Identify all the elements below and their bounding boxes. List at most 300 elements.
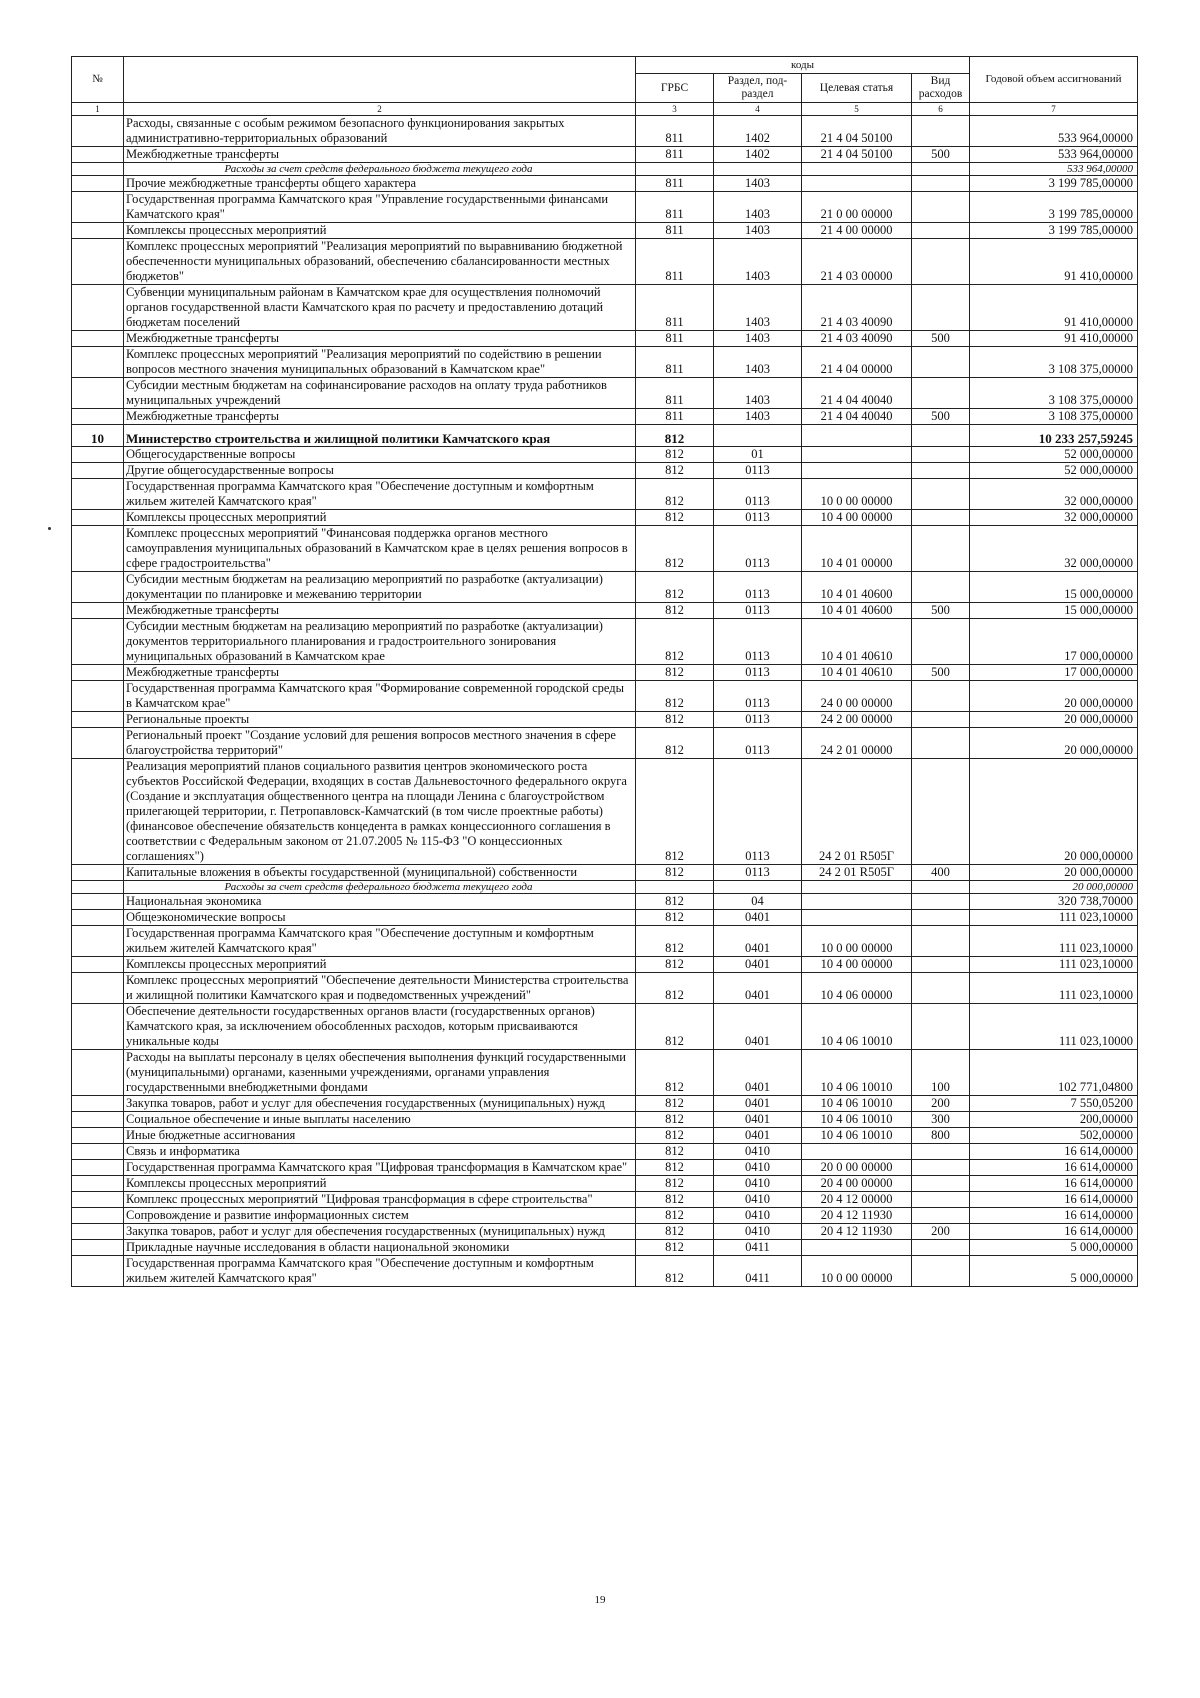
row-razdel: 0401 — [714, 973, 802, 1004]
row-target-article: 21 4 00 00000 — [802, 223, 912, 239]
row-number — [72, 1096, 124, 1112]
table-row — [72, 425, 1138, 447]
table-row — [72, 881, 1138, 894]
row-grbs: 811 — [636, 223, 714, 239]
row-target-article: 10 4 01 00000 — [802, 526, 912, 572]
row-grbs: 812 — [636, 681, 714, 712]
row-name: Комплексы процессных мероприятий — [124, 957, 636, 973]
row-razdel: 0410 — [714, 1208, 802, 1224]
row-expense-type — [912, 1004, 970, 1050]
row-amount: 111 023,10000 — [970, 1004, 1138, 1050]
row-number — [72, 192, 124, 223]
row-razdel: 0113 — [714, 619, 802, 665]
header-expense-type: Вид расходов — [912, 74, 970, 103]
row-razdel: 1402 — [714, 147, 802, 163]
row-name: Государственная программа Камчатского края "Обеспечение доступным и комфортным жильем жителей Камчатского края" — [124, 926, 636, 957]
table-row — [72, 116, 1138, 147]
row-target-article: 21 0 00 00000 — [802, 192, 912, 223]
table-row — [72, 1256, 1138, 1287]
table-row — [72, 1192, 1138, 1208]
row-target-article: 10 4 00 00000 — [802, 510, 912, 526]
row-grbs: 812 — [636, 1050, 714, 1096]
row-name: Государственная программа Камчатского края "Управление государственными финансами Камчатского края" — [124, 192, 636, 223]
row-name: Комплексы процессных мероприятий — [124, 1176, 636, 1192]
row-target-article: 10 4 01 40610 — [802, 619, 912, 665]
row-name: Субсидии местным бюджетам на реализацию мероприятий по разработке (актуализации) документации по планировке и межеванию территории — [124, 572, 636, 603]
row-expense-type — [912, 239, 970, 285]
row-number — [72, 926, 124, 957]
row-grbs: 811 — [636, 347, 714, 378]
row-amount: 3 108 375,00000 — [970, 378, 1138, 409]
row-razdel: 0113 — [714, 665, 802, 681]
row-grbs: 811 — [636, 378, 714, 409]
header-colnum-5: 5 — [802, 103, 912, 116]
row-expense-type: 200 — [912, 1096, 970, 1112]
row-expense-type: 400 — [912, 865, 970, 881]
row-target-article — [802, 881, 912, 894]
header-colnum-3: 3 — [636, 103, 714, 116]
row-target-article: 10 4 01 40600 — [802, 603, 912, 619]
row-amount: 32 000,00000 — [970, 526, 1138, 572]
row-grbs: 811 — [636, 147, 714, 163]
row-target-article: 10 4 00 00000 — [802, 957, 912, 973]
row-name: Иные бюджетные ассигнования — [124, 1128, 636, 1144]
row-expense-type — [912, 479, 970, 510]
row-grbs: 812 — [636, 759, 714, 865]
row-razdel: 1403 — [714, 285, 802, 331]
row-razdel: 01 — [714, 447, 802, 463]
row-target-article: 10 0 00 00000 — [802, 926, 912, 957]
row-razdel: 1403 — [714, 176, 802, 192]
row-expense-type — [912, 910, 970, 926]
header-colnum-4: 4 — [714, 103, 802, 116]
row-name: Общеэкономические вопросы — [124, 910, 636, 926]
row-amount: 20 000,00000 — [970, 759, 1138, 865]
table-row — [72, 1128, 1138, 1144]
row-expense-type — [912, 1192, 970, 1208]
row-name: Межбюджетные трансферты — [124, 331, 636, 347]
row-grbs: 812 — [636, 603, 714, 619]
table-row — [72, 926, 1138, 957]
row-grbs: 812 — [636, 865, 714, 881]
row-target-article: 20 4 12 11930 — [802, 1208, 912, 1224]
row-expense-type — [912, 681, 970, 712]
table-row — [72, 510, 1138, 526]
row-target-article: 20 4 12 11930 — [802, 1224, 912, 1240]
table-row — [72, 728, 1138, 759]
row-amount: 102 771,04800 — [970, 1050, 1138, 1096]
row-number — [72, 285, 124, 331]
row-number — [72, 619, 124, 665]
row-razdel: 0410 — [714, 1160, 802, 1176]
row-expense-type — [912, 894, 970, 910]
row-target-article: 24 0 00 00000 — [802, 681, 912, 712]
row-amount: 5 000,00000 — [970, 1240, 1138, 1256]
row-target-article: 20 4 12 00000 — [802, 1192, 912, 1208]
row-grbs: 812 — [636, 463, 714, 479]
row-expense-type — [912, 378, 970, 409]
row-target-article: 10 4 06 10010 — [802, 1004, 912, 1050]
row-amount: 17 000,00000 — [970, 665, 1138, 681]
row-amount: 7 550,05200 — [970, 1096, 1138, 1112]
row-number — [72, 865, 124, 881]
row-expense-type: 200 — [912, 1224, 970, 1240]
table-row — [72, 957, 1138, 973]
row-number — [72, 1176, 124, 1192]
row-target-article: 21 4 04 50100 — [802, 147, 912, 163]
row-expense-type: 500 — [912, 409, 970, 425]
row-target-article: 20 0 00 00000 — [802, 1160, 912, 1176]
row-expense-type — [912, 1240, 970, 1256]
row-amount: 3 108 375,00000 — [970, 347, 1138, 378]
row-name: Государственная программа Камчатского края "Цифровая трансформация в Камчатском крае" — [124, 1160, 636, 1176]
header-colnum-1: 1 — [72, 103, 124, 116]
row-amount: 200,00000 — [970, 1112, 1138, 1128]
row-target-article: 21 4 04 40040 — [802, 378, 912, 409]
row-amount: 32 000,00000 — [970, 479, 1138, 510]
row-amount: 3 108 375,00000 — [970, 409, 1138, 425]
row-razdel: 0113 — [714, 526, 802, 572]
row-number — [72, 957, 124, 973]
row-expense-type — [912, 425, 970, 447]
row-razdel — [714, 425, 802, 447]
row-name: Комплекс процессных мероприятий "Обеспечение деятельности Министерства строительства и жилищной политики Камчатского края и подведомственных учреждений" — [124, 973, 636, 1004]
row-number — [72, 223, 124, 239]
row-number — [72, 1256, 124, 1287]
row-target-article: 24 2 01 00000 — [802, 728, 912, 759]
table-row — [72, 894, 1138, 910]
row-razdel: 0411 — [714, 1240, 802, 1256]
row-grbs: 812 — [636, 447, 714, 463]
row-amount: 16 614,00000 — [970, 1176, 1138, 1192]
row-name: Комплексы процессных мероприятий — [124, 510, 636, 526]
row-grbs: 811 — [636, 192, 714, 223]
row-expense-type — [912, 176, 970, 192]
table-row — [72, 1160, 1138, 1176]
row-amount: 17 000,00000 — [970, 619, 1138, 665]
table-row — [72, 147, 1138, 163]
row-name: Субсидии местным бюджетам на софинансирование расходов на оплату труда работников муниципальных учреждений — [124, 378, 636, 409]
row-razdel: 0113 — [714, 572, 802, 603]
row-name: Межбюджетные трансферты — [124, 603, 636, 619]
table-row — [72, 910, 1138, 926]
row-amount: 91 410,00000 — [970, 239, 1138, 285]
row-name: Закупка товаров, работ и услуг для обеспечения государственных (муниципальных) нужд — [124, 1096, 636, 1112]
row-amount: 91 410,00000 — [970, 285, 1138, 331]
table-row — [72, 347, 1138, 378]
table-row — [72, 619, 1138, 665]
row-grbs — [636, 881, 714, 894]
row-amount: 111 023,10000 — [970, 973, 1138, 1004]
row-target-article — [802, 1144, 912, 1160]
row-name: Комплексы процессных мероприятий — [124, 223, 636, 239]
row-razdel: 0113 — [714, 510, 802, 526]
row-grbs: 812 — [636, 425, 714, 447]
row-target-article: 10 0 00 00000 — [802, 479, 912, 510]
row-number — [72, 1144, 124, 1160]
table-row — [72, 285, 1138, 331]
row-number — [72, 1224, 124, 1240]
row-target-article: 10 4 06 10010 — [802, 1112, 912, 1128]
row-grbs: 812 — [636, 1192, 714, 1208]
row-number — [72, 1128, 124, 1144]
row-razdel: 0411 — [714, 1256, 802, 1287]
margin-mark — [48, 527, 51, 530]
row-target-article: 10 0 00 00000 — [802, 1256, 912, 1287]
row-razdel: 0401 — [714, 1128, 802, 1144]
row-target-article: 21 4 04 50100 — [802, 116, 912, 147]
row-expense-type — [912, 192, 970, 223]
header-grbs: ГРБС — [636, 74, 714, 103]
row-expense-type — [912, 1144, 970, 1160]
row-amount: 3 199 785,00000 — [970, 176, 1138, 192]
row-number — [72, 147, 124, 163]
row-expense-type — [912, 759, 970, 865]
row-target-article: 21 4 03 00000 — [802, 239, 912, 285]
table-body — [72, 116, 1138, 1287]
row-name: Закупка товаров, работ и услуг для обеспечения государственных (муниципальных) нужд — [124, 1224, 636, 1240]
row-number — [72, 759, 124, 865]
table-row — [72, 973, 1138, 1004]
row-grbs: 812 — [636, 1160, 714, 1176]
header-no: № — [72, 57, 124, 103]
row-amount: 111 023,10000 — [970, 910, 1138, 926]
row-number — [72, 1160, 124, 1176]
row-amount: 3 199 785,00000 — [970, 192, 1138, 223]
row-razdel: 0113 — [714, 759, 802, 865]
row-razdel — [714, 163, 802, 176]
row-amount: 32 000,00000 — [970, 510, 1138, 526]
row-grbs: 812 — [636, 894, 714, 910]
row-number — [72, 665, 124, 681]
row-grbs: 812 — [636, 1112, 714, 1128]
row-grbs — [636, 163, 714, 176]
row-target-article: 21 4 04 40040 — [802, 409, 912, 425]
row-grbs: 812 — [636, 910, 714, 926]
row-grbs: 812 — [636, 510, 714, 526]
row-number — [72, 1050, 124, 1096]
row-grbs: 812 — [636, 1144, 714, 1160]
row-number — [72, 510, 124, 526]
row-amount: 16 614,00000 — [970, 1208, 1138, 1224]
row-grbs: 811 — [636, 239, 714, 285]
row-amount: 502,00000 — [970, 1128, 1138, 1144]
row-grbs: 812 — [636, 1256, 714, 1287]
header-target-article: Целевая статья — [802, 74, 912, 103]
row-grbs: 812 — [636, 728, 714, 759]
row-name: Расходы за счет средств федерального бюджета текущего года — [124, 163, 636, 176]
row-expense-type: 500 — [912, 665, 970, 681]
row-name: Социальное обеспечение и иные выплаты населению — [124, 1112, 636, 1128]
row-amount: 533 964,00000 — [970, 163, 1138, 176]
row-razdel: 0401 — [714, 926, 802, 957]
table-row — [72, 331, 1138, 347]
row-expense-type: 100 — [912, 1050, 970, 1096]
row-name: Межбюджетные трансферты — [124, 665, 636, 681]
table-row — [72, 409, 1138, 425]
header-amount: Годовой объем ассигнований — [970, 57, 1138, 103]
header-name — [124, 57, 636, 103]
row-amount: 91 410,00000 — [970, 331, 1138, 347]
row-name: Субвенции муниципальным районам в Камчатском крае для осуществления полномочий органов государственной власти Камчатского края по расчету и предоставлению дотаций бюджетам поселений — [124, 285, 636, 331]
row-grbs: 812 — [636, 526, 714, 572]
row-razdel: 1403 — [714, 331, 802, 347]
row-name: Связь и информатика — [124, 1144, 636, 1160]
row-number — [72, 1112, 124, 1128]
row-amount: 320 738,70000 — [970, 894, 1138, 910]
row-number — [72, 712, 124, 728]
row-razdel: 0410 — [714, 1176, 802, 1192]
row-target-article: 21 4 04 00000 — [802, 347, 912, 378]
row-number — [72, 176, 124, 192]
row-name: Комплекс процессных мероприятий "Реализация мероприятий по выравниванию бюджетной обеспеченности муниципальных образований, обеспечению сбалансированности местных бюджетов" — [124, 239, 636, 285]
header-codes: коды — [636, 57, 970, 74]
row-number — [72, 1240, 124, 1256]
table-row — [72, 759, 1138, 865]
row-target-article: 24 2 00 00000 — [802, 712, 912, 728]
row-number — [72, 409, 124, 425]
row-name: Субсидии местным бюджетам на реализацию мероприятий по разработке (актуализации) документов территориального планирования и градостроительного зонирования муниципальных образований в Камчатском крае — [124, 619, 636, 665]
row-target-article — [802, 1240, 912, 1256]
row-name: Национальная экономика — [124, 894, 636, 910]
row-razdel: 1403 — [714, 192, 802, 223]
table-row — [72, 1096, 1138, 1112]
row-target-article — [802, 894, 912, 910]
row-expense-type — [912, 463, 970, 479]
row-expense-type — [912, 347, 970, 378]
row-razdel: 0410 — [714, 1224, 802, 1240]
row-target-article — [802, 176, 912, 192]
row-number — [72, 378, 124, 409]
row-target-article — [802, 910, 912, 926]
row-razdel: 0401 — [714, 1050, 802, 1096]
table-row — [72, 479, 1138, 510]
row-expense-type: 500 — [912, 147, 970, 163]
row-name: Государственная программа Камчатского края "Обеспечение доступным и комфортным жильем жителей Камчатского края" — [124, 479, 636, 510]
row-name: Комплекс процессных мероприятий "Цифровая трансформация в сфере строительства" — [124, 1192, 636, 1208]
row-grbs: 811 — [636, 285, 714, 331]
row-name: Расходы, связанные с особым режимом безопасного функционирования закрытых административно-территориальных образований — [124, 116, 636, 147]
row-razdel: 0410 — [714, 1192, 802, 1208]
row-expense-type: 300 — [912, 1112, 970, 1128]
row-number — [72, 463, 124, 479]
row-name: Прочие межбюджетные трансферты общего характера — [124, 176, 636, 192]
table-row — [72, 1004, 1138, 1050]
row-razdel: 0113 — [714, 603, 802, 619]
row-target-article: 20 4 00 00000 — [802, 1176, 912, 1192]
budget-allocation-table — [71, 56, 1138, 1287]
row-amount: 16 614,00000 — [970, 1192, 1138, 1208]
row-name: Межбюджетные трансферты — [124, 409, 636, 425]
table-row — [72, 865, 1138, 881]
row-name: Межбюджетные трансферты — [124, 147, 636, 163]
row-razdel: 1403 — [714, 223, 802, 239]
row-amount: 20 000,00000 — [970, 881, 1138, 894]
row-name: Министерство строительства и жилищной политики Камчатского края — [124, 425, 636, 447]
row-target-article — [802, 163, 912, 176]
row-target-article — [802, 463, 912, 479]
row-expense-type — [912, 973, 970, 1004]
table-row — [72, 1050, 1138, 1096]
row-expense-type — [912, 1160, 970, 1176]
row-grbs: 812 — [636, 665, 714, 681]
row-number — [72, 479, 124, 510]
table-row — [72, 1240, 1138, 1256]
table-row — [72, 192, 1138, 223]
row-grbs: 812 — [636, 1240, 714, 1256]
row-grbs: 812 — [636, 1208, 714, 1224]
row-target-article — [802, 425, 912, 447]
row-number — [72, 163, 124, 176]
row-expense-type — [912, 926, 970, 957]
header-colnum-7: 7 — [970, 103, 1138, 116]
row-grbs: 812 — [636, 957, 714, 973]
row-amount: 15 000,00000 — [970, 603, 1138, 619]
header-colnum-6: 6 — [912, 103, 970, 116]
row-grbs: 812 — [636, 712, 714, 728]
row-amount: 533 964,00000 — [970, 147, 1138, 163]
row-target-article: 24 2 01 R505Г — [802, 759, 912, 865]
table-row — [72, 239, 1138, 285]
row-amount: 20 000,00000 — [970, 712, 1138, 728]
row-razdel: 1402 — [714, 116, 802, 147]
row-grbs: 812 — [636, 479, 714, 510]
row-name: Комплекс процессных мероприятий "Реализация мероприятий по содействию в решении вопросов местного значения муниципальных образований в Камчатском крае" — [124, 347, 636, 378]
row-razdel: 1403 — [714, 347, 802, 378]
row-number — [72, 681, 124, 712]
table-row — [72, 378, 1138, 409]
row-expense-type — [912, 728, 970, 759]
row-amount: 5 000,00000 — [970, 1256, 1138, 1287]
row-expense-type — [912, 712, 970, 728]
row-name: Другие общегосударственные вопросы — [124, 463, 636, 479]
row-number — [72, 447, 124, 463]
row-grbs: 812 — [636, 1096, 714, 1112]
row-target-article: 24 2 01 R505Г — [802, 865, 912, 881]
row-amount: 20 000,00000 — [970, 681, 1138, 712]
row-amount: 111 023,10000 — [970, 957, 1138, 973]
row-name: Общегосударственные вопросы — [124, 447, 636, 463]
row-target-article: 10 4 06 10010 — [802, 1050, 912, 1096]
table-row — [72, 603, 1138, 619]
table-row — [72, 1144, 1138, 1160]
row-amount: 16 614,00000 — [970, 1144, 1138, 1160]
row-amount: 52 000,00000 — [970, 447, 1138, 463]
row-name: Расходы за счет средств федерального бюджета текущего года — [124, 881, 636, 894]
page-number: 19 — [594, 1594, 606, 1606]
table-row — [72, 681, 1138, 712]
row-expense-type: 500 — [912, 603, 970, 619]
row-target-article: 10 4 06 10010 — [802, 1096, 912, 1112]
row-amount: 3 199 785,00000 — [970, 223, 1138, 239]
row-grbs: 812 — [636, 1224, 714, 1240]
row-number — [72, 728, 124, 759]
row-expense-type — [912, 116, 970, 147]
row-razdel: 1403 — [714, 409, 802, 425]
table-header — [72, 57, 1138, 116]
row-grbs: 811 — [636, 409, 714, 425]
table-row — [72, 665, 1138, 681]
row-number — [72, 973, 124, 1004]
row-amount: 15 000,00000 — [970, 572, 1138, 603]
table-row — [72, 526, 1138, 572]
row-expense-type — [912, 881, 970, 894]
row-target-article: 21 4 03 40090 — [802, 331, 912, 347]
row-razdel: 04 — [714, 894, 802, 910]
row-razdel: 0401 — [714, 910, 802, 926]
row-expense-type — [912, 619, 970, 665]
row-name: Сопровождение и развитие информационных систем — [124, 1208, 636, 1224]
